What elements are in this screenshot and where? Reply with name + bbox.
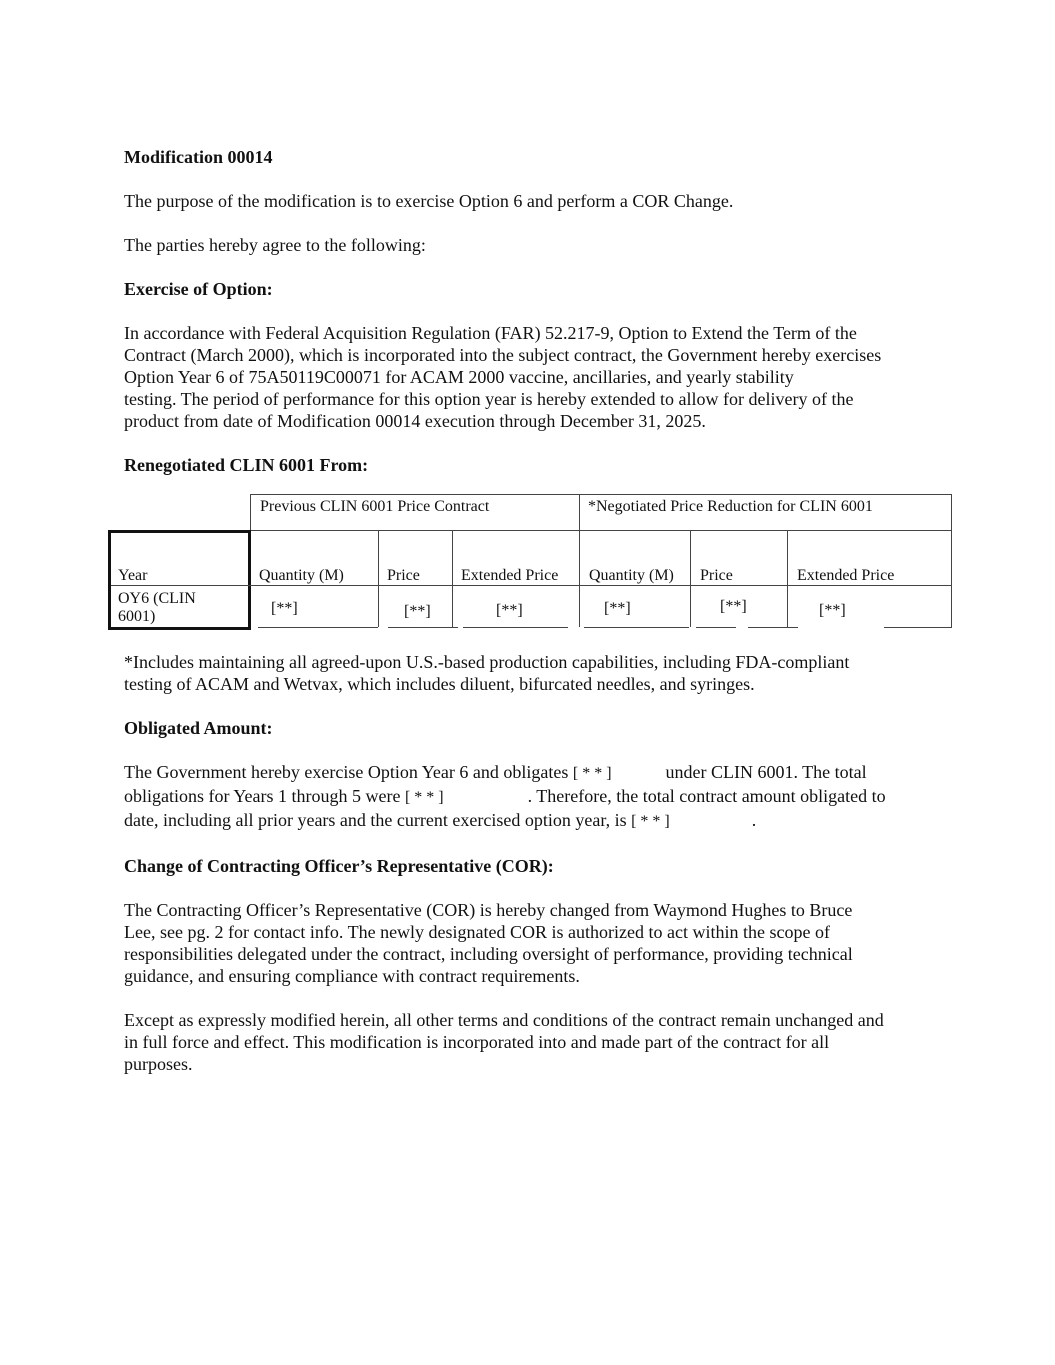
cell-ext-prev: [**] [496,602,523,619]
redacted-amount: [ * * ] [572,765,612,782]
footnote-line: *Includes maintaining all agreed-upon U.S.-based production capabilities, including FDA-compliant [124,652,850,672]
obligated-paragraph [124,761,954,833]
obligated-line-3: date, including all prior years and the current exercised option year, is [ * * ] . [124,810,757,830]
closing-line: purposes. [124,1054,193,1074]
exercise-line: testing. The period of performance for this option year is hereby extended to allow for delivery of the [124,389,854,409]
group-header-previous: Previous CLIN 6001 Price Contract [250,494,580,531]
header-year: Year [118,567,148,584]
cor-line: Lee, see pg. 2 for contact info. The newly designated COR is authorized to act within the scope of [124,922,830,942]
header-price-prev: Price [378,530,453,586]
cell-qty-neg: [**] [604,600,631,617]
exercise-heading: Exercise of Option: [124,279,273,299]
closing-line: in full force and effect. This modification is incorporated into and made part of the contract for all [124,1032,830,1052]
cell-qty-prev: [**] [271,600,298,617]
row-year-line2: 6001) [118,608,156,625]
obligated-heading: Obligated Amount: [124,718,273,738]
group-header-negotiated: *Negotiated Price Reduction for CLIN 6001 [579,494,952,531]
cor-heading: Change of Contracting Officer’s Representative (COR): [124,856,554,876]
obligated-line-1: The Government hereby exercise Option Year 6 and obligates [ * * ] under CLIN 6001. The total [124,762,867,782]
header-qty-prev: Quantity (M) [250,530,379,586]
cor-line: responsibilities delegated under the contract, including oversight of performance, providing technical [124,944,853,964]
closing-paragraph [124,1009,934,1075]
document-body [124,146,934,476]
obligated-line-2: obligations for Years 1 through 5 were [ * * ] . Therefore, the total contract amount obligated to [124,786,886,806]
document-body-lower [124,651,934,1075]
exercise-line: Contract (March 2000), which is incorporated into the subject contract, the Government hereby exercises [124,345,882,365]
redacted-amount: [ * * ] [404,789,444,806]
agree-text: The parties hereby agree to the following: [124,235,426,255]
clin-table [108,494,952,630]
cor-paragraph [124,899,934,987]
purpose-text: The purpose of the modification is to exercise Option 6 and perform a COR Change. [124,191,734,211]
cell-ext-neg: [**] [819,602,846,619]
document-title: Modification 00014 [124,147,273,167]
cell-price-neg: [**] [720,598,747,615]
exercise-line: Option Year 6 of 75A50119C00071 for ACAM 2000 vaccine, ancillaries, and yearly stability [124,367,794,387]
footnote-line: testing of ACAM and Wetvax, which includes diluent, bifurcated needles, and syringes. [124,674,755,694]
cor-line: guidance, and ensuring compliance with contract requirements. [124,966,580,986]
renegotiated-heading: Renegotiated CLIN 6001 From: [124,455,369,475]
header-ext-neg: Extended Price [787,530,952,586]
cor-line: The Contracting Officer’s Representative (COR) is hereby changed from Waymond Hughes to Bruce [124,900,853,920]
row-year-line1: OY6 (CLIN [118,590,196,607]
exercise-line: product from date of Modification 00014 execution through December 31, 2025. [124,411,706,431]
exercise-paragraph [124,322,934,432]
header-ext-prev: Extended Price [452,530,580,586]
header-price-neg: Price [690,530,788,586]
closing-line: Except as expressly modified herein, all other terms and conditions of the contract remain unchanged and [124,1010,884,1030]
header-qty-neg: Quantity (M) [579,530,691,586]
cell-price-prev: [**] [404,603,431,620]
footnote-paragraph [124,651,934,695]
exercise-line: In accordance with Federal Acquisition Regulation (FAR) 52.217-9, Option to Extend the Term of the [124,323,857,343]
redacted-amount: [ * * ] [631,813,670,830]
